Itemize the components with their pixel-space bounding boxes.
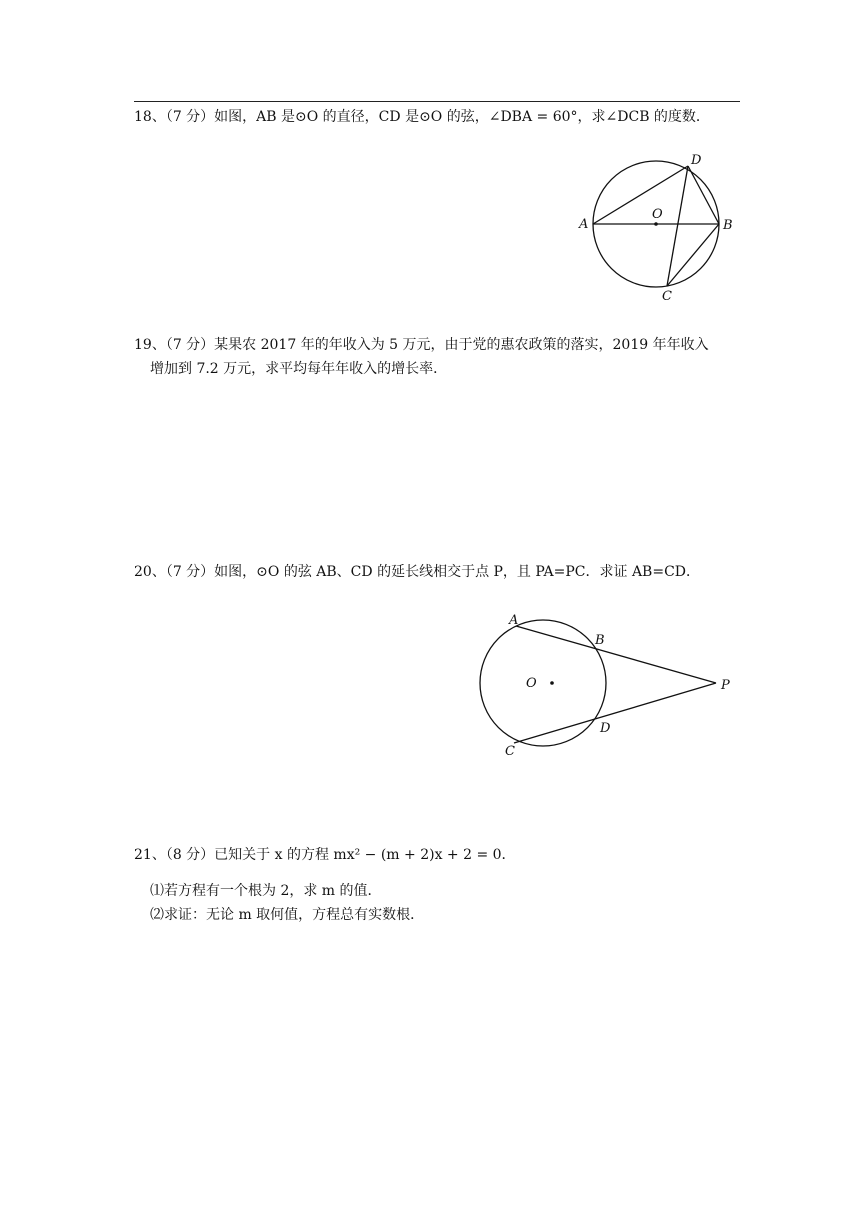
label-p: P bbox=[721, 678, 730, 693]
problem-18-text: 18、（7 分）如图，AB 是⊙O 的直径，CD 是⊙O 的弦，∠DBA = 60°，求∠DCB 的度数． bbox=[134, 109, 710, 125]
label-d: D bbox=[600, 721, 611, 736]
label-d: D bbox=[691, 153, 702, 168]
secant-apb bbox=[516, 626, 716, 683]
label-a: A bbox=[579, 217, 589, 232]
label-c: C bbox=[662, 289, 672, 304]
center-point bbox=[654, 222, 658, 226]
circle-o bbox=[480, 620, 606, 746]
problem-20-figure bbox=[470, 610, 745, 760]
center-point bbox=[550, 681, 554, 685]
label-b: B bbox=[595, 633, 605, 648]
label-b: B bbox=[723, 218, 733, 233]
problem-21-text: 21、（8 分）已知关于 x 的方程 mx² − (m + 2)x + 2 = 0． bbox=[134, 847, 516, 863]
problem-21-part-1: ⑴若方程有一个根为 2，求 m 的值． bbox=[150, 883, 382, 899]
label-o: O bbox=[526, 676, 537, 691]
problem-19-line-1: 19、（7 分）某果农 2017 年的年收入为 5 万元，由于党的惠农政策的落实，2019 年年收入 bbox=[134, 337, 709, 353]
problem-21-part-2: ⑵求证：无论 m 取何值，方程总有实数根． bbox=[150, 907, 425, 923]
secant-cdp bbox=[514, 683, 716, 743]
label-o: O bbox=[652, 207, 663, 222]
problem-20-text: 20、（7 分）如图，⊙O 的弦 AB、CD 的延长线相交于点 P，且 PA=PC．求证 AB=CD． bbox=[134, 564, 701, 580]
header-rule bbox=[134, 101, 740, 102]
chord-db bbox=[688, 166, 719, 224]
chord-dc bbox=[667, 166, 688, 286]
problem-18-figure bbox=[570, 148, 740, 308]
problem-19-line-2: 增加到 7.2 万元，求平均每年年收入的增长率． bbox=[150, 361, 448, 377]
label-c: C bbox=[505, 744, 515, 759]
label-a: A bbox=[509, 613, 519, 628]
chord-ad bbox=[593, 166, 688, 224]
